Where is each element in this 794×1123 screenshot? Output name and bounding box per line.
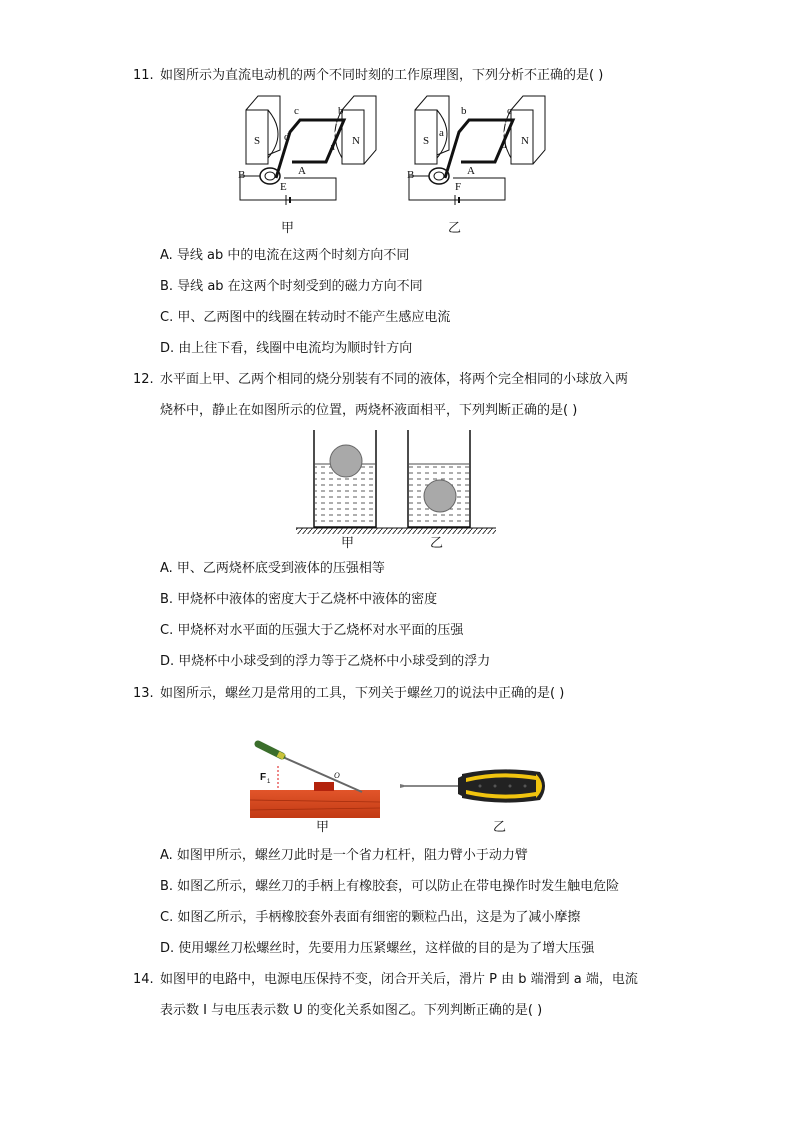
brush-b-label: B [238,169,246,181]
beakers-diagram [296,428,496,538]
q11-option-b: B. 导线 ab 在这两个时刻受到的磁力方向不同 [160,279,423,294]
question-12-stem-line-1: 水平面上甲、乙两个相同的烧分别装有不同的液体，将两个完全相同的小球放入两 [160,372,629,387]
screwdriver-caption-jia: 甲 [316,820,330,835]
force-subscript: 1 [267,779,271,785]
brush-b-label: B [407,169,415,181]
motor-diagram-jia [236,92,376,207]
question-14-stem-line-1: 如图甲的电路中，电源电压保持不变，闭合开关后，滑片 P 由 b 端滑到 a 端，电流 [160,972,638,987]
magnet-n-label: N [521,135,529,147]
screwdriver-caption-yi: 乙 [493,820,507,835]
coil-d-label: d [501,139,507,151]
q12-option-a: A. 甲、乙两烧杯底受到液体的压强相等 [160,561,385,576]
q12-option-c: C. 甲烧杯对水平面的压强大于乙烧杯对水平面的压强 [160,623,464,638]
question-12-stem-line-2: 烧杯中，静止在如图所示的位置，两烧杯液面相平，下列判断正确的是( ) [160,403,578,418]
beaker-caption-yi: 乙 [430,536,444,551]
screwdriver-photo [400,766,550,806]
q11-option-a: A. 导线 ab 中的电流在这两个时刻方向不同 [160,248,410,263]
q13-option-d: D. 使用螺丝刀松螺丝时，先要用力压紧螺丝，这样做的目的是为了增大压强 [160,941,595,956]
brush-a-label: A [467,165,475,177]
brush-f-label: F [455,181,462,193]
q12-option-d: D. 甲烧杯中小球受到的浮力等于乙烧杯中小球受到的浮力 [160,654,491,669]
coil-d-label: d [284,131,290,143]
question-14-number: 14. [133,972,154,987]
magnet-s-label: S [254,135,261,147]
question-11-stem: 如图所示为直流电动机的两个不同时刻的工作原理图，下列分析不正确的是( ) [160,68,604,83]
q11-option-d: D. 由上往下看，线圈中电流均为顺时针方向 [160,341,413,356]
question-11-number: 11. [133,68,154,83]
coil-a-label: a [439,127,444,139]
coil-b-label: b [461,105,467,117]
coil-c-label: c [294,105,299,117]
pivot-label: O [334,771,340,780]
force-label: F [260,772,267,783]
figure-caption-jia: 甲 [281,221,295,236]
screwdriver-lever-diagram [248,740,383,818]
question-13-stem: 如图所示，螺丝刀是常用的工具，下列关于螺丝刀的说法中正确的是( ) [160,686,565,701]
motor-diagram-yi [405,92,545,207]
q11-option-c: C. 甲、乙两图中的线圈在转动时不能产生感应电流 [160,310,451,325]
q13-option-a: A. 如图甲所示，螺丝刀此时是一个省力杠杆，阻力臂小于动力臂 [160,848,528,863]
q13-option-c: C. 如图乙所示，手柄橡胶套外表面有细密的颗粒凸出，这是为了减小摩擦 [160,910,581,925]
coil-b-label: b [338,105,344,117]
magnet-s-label: S [423,135,430,147]
magnet-n-label: N [352,135,360,147]
q13-option-b: B. 如图乙所示，螺丝刀的手柄上有橡胶套，可以防止在带电操作时发生触电危险 [160,879,620,894]
beaker-caption-jia: 甲 [341,536,355,551]
question-12-number: 12. [133,372,154,387]
brush-a-label: A [298,165,306,177]
question-14-stem-line-2: 表示数 I 与电压表示数 U 的变化关系如图乙。下列判断正确的是( ) [160,1003,543,1018]
q12-option-b: B. 甲烧杯中液体的密度大于乙烧杯中液体的密度 [160,592,438,607]
question-13-number: 13. [133,686,154,701]
brush-e-label: E [280,181,287,193]
figure-caption-yi: 乙 [448,221,462,236]
coil-c-label: c [507,105,512,117]
coil-a-label: a [330,141,335,153]
